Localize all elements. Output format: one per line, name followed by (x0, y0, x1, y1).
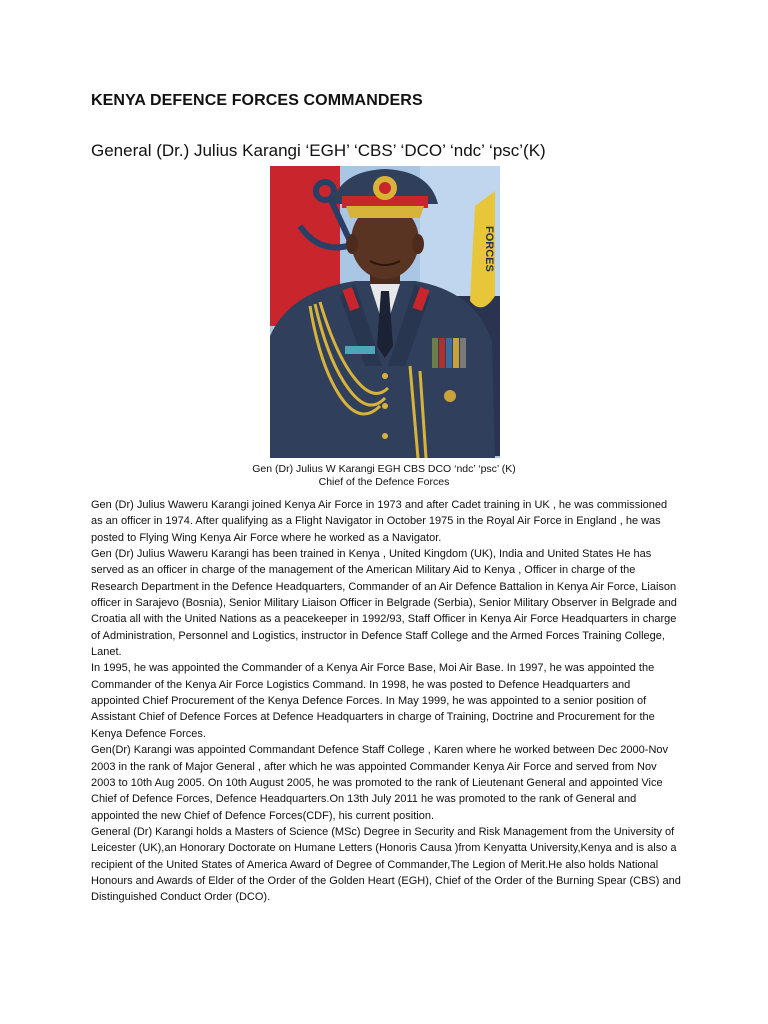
portrait-photo (270, 166, 500, 458)
paragraph: In 1995, he was appointed the Commander of a Kenya Air Force Base, Moi Air Base. In 1997, he was appointed the Commander of the Kenya Air Force Logistics Command. In 1998, he was posted to Defence Headquarters and appointed Chief Procurement of the Kenya Defence Forces. In May 1999, he was appointed to a senior position of Assistant Chief of Defence Forces at Defence Headquarters in charge of Training, Doctrine and Procurement for the Kenya Defence Forces. (91, 662, 655, 740)
document-heading: KENYA DEFENCE FORCES COMMANDERS (91, 92, 423, 109)
caption-line-2: Chief of the Defence Forces (318, 476, 450, 488)
paragraph: General (Dr) Karangi holds a Masters of Science (MSc) Degree in Security and Risk Management from the University of Leicester (UK),an Honorary Doctorate on Humane Letters (Honoris Causa )from Kenyatta University,Kenya and is also a recipient of the United States of America Award of Degree of Commander,The Legion of Merit.He also holds National Honours and Awards of Elder of the Order of the Golden Heart (EGH), Chief of the Order of the Burning Spear (CBS) and Distinguished Conduct Order (DCO). (91, 825, 681, 904)
paragraph: Gen (Dr) Julius Waweru Karangi joined Kenya Air Force in 1973 and after Cadet training in UK , he was commissioned as an officer in 1974. After qualifying as a Flight Navigator in October 1975 in the Royal Air Force in England , he was posted to Flying Wing Kenya Air Force where he worked as a Navigator. (91, 499, 668, 544)
officer-title: General (Dr.) Julius Karangi ‘EGH’ ‘CBS’ ‘DCO’ ‘ndc’ ‘psc’(K) (91, 141, 546, 160)
paragraph: Gen(Dr) Karangi was appointed Commandant Defence Staff College , Karen where he worked between Dec 2000-Nov 2003 in the rank of Major General , after which he was appointed Commander Kenya Air Force and served from Nov 2003 to 10th Aug 2005. On 10th August 2005, he was promoted to the rank of Lieutenant General and appointed Vice Chief of Defence Forces, Defence Headquarters.On 13th July 2011 he was promoted to the rank of General and appointed the new Chief of Defence Forces(CDF), his current position. (91, 744, 669, 822)
forces-banner-text: FORCES (483, 226, 495, 272)
paragraph: Gen (Dr) Julius Waweru Karangi has been trained in Kenya , United Kingdom (UK), India and United States He has served as an officer in charge of the management of the American Military Aid to Kenya , Officer in charge of the Research Department in the Defence Headquarters, Commander of an Air Defence Battalion in Kenya Air Force, Liaison officer in Sarajevo (Bosnia), Senior Military Liaison Officer in Belgrade (Serbia), Senior Military Observer in Belgrade and Croatia all with the United Nations as a peacekeeper in 1992/93, Staff Officer in Kenya Air Force Headquarters in charge of Administration, Personnel and Logistics, instructor in Defence Staff College and the Armed Forces Training College, Lanet. (91, 548, 677, 659)
photo-caption (200, 463, 568, 489)
caption-line-1: Gen (Dr) Julius W Karangi EGH CBS DCO ‘ndc’ ‘psc’ (K) (252, 463, 516, 475)
biography-text (91, 497, 681, 906)
